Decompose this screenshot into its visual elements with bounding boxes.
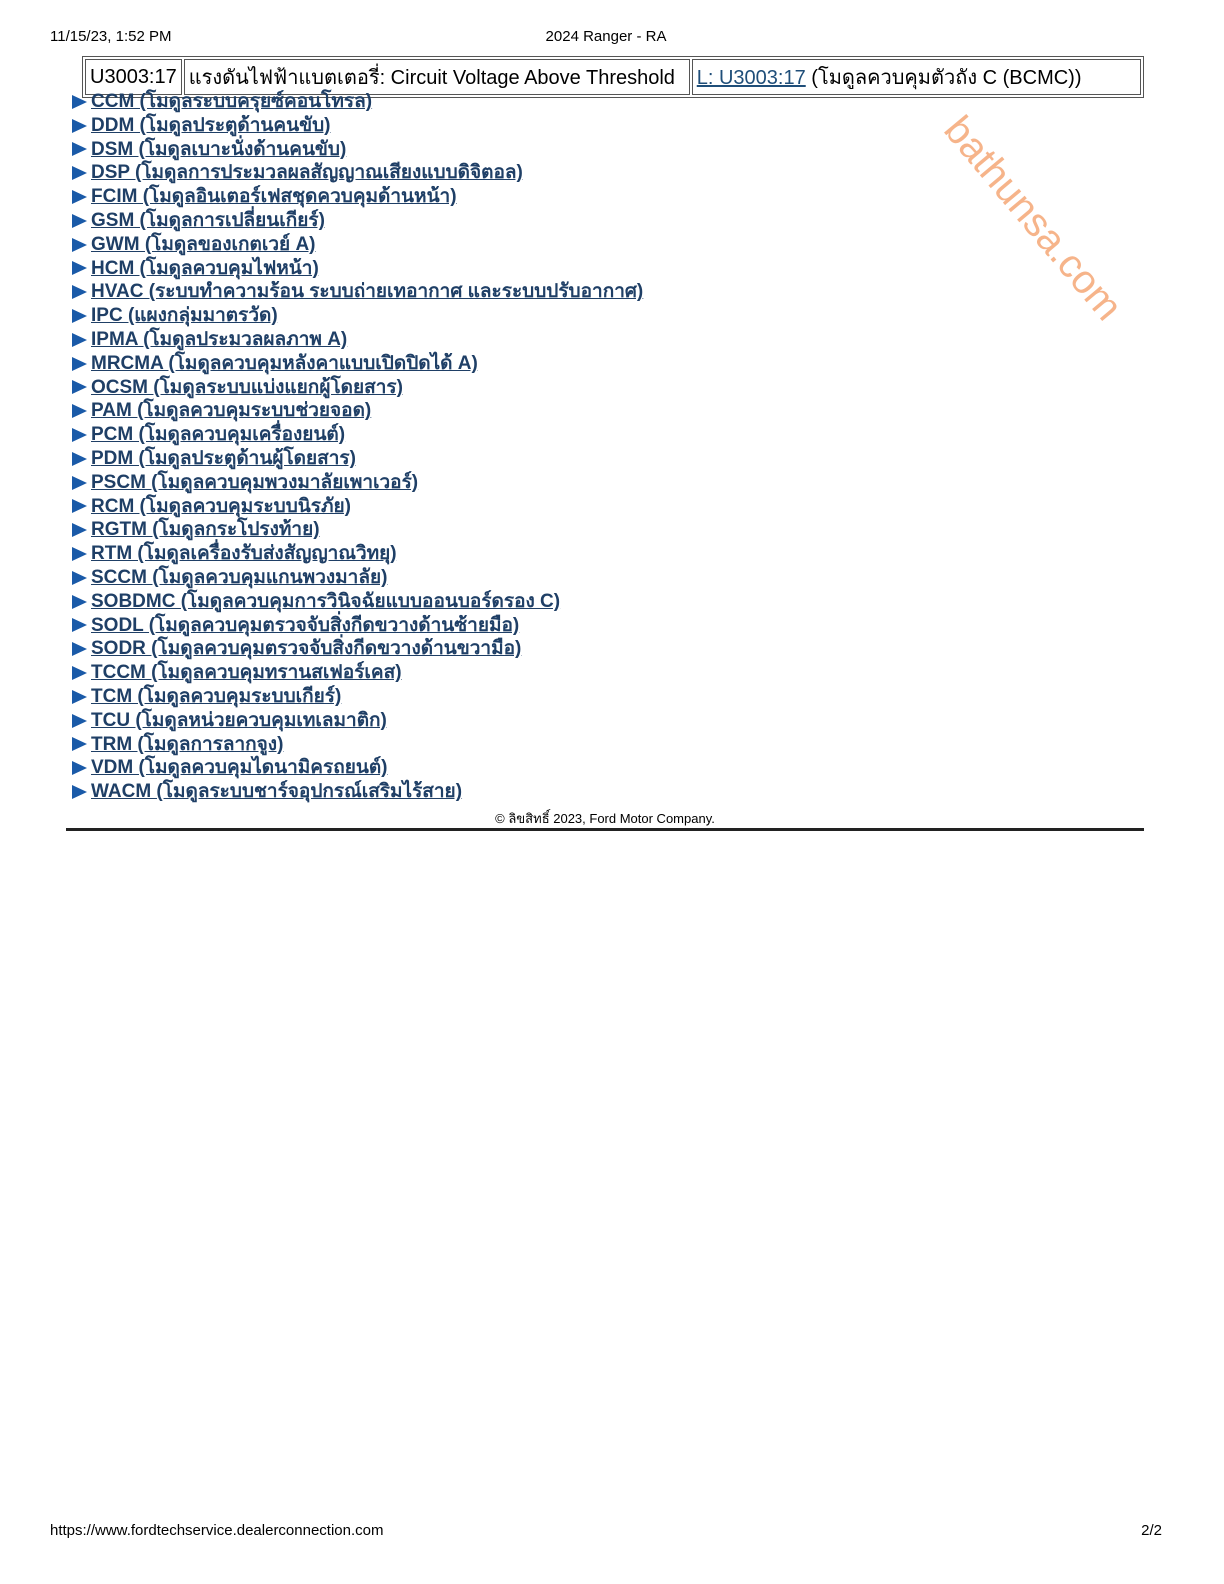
module-link[interactable]: SCCM (โมดูลควบคุมแกนพวงมาลัย)	[91, 566, 388, 588]
print-header	[50, 28, 1162, 50]
module-list-item	[72, 304, 643, 328]
module-link[interactable]: SODL (โมดูลควบคุมตรวจจับสิ่งกีดขวางด้านซ้ายมือ)	[91, 614, 520, 636]
module-list-item	[72, 495, 643, 519]
module-link[interactable]: GWM (โมดูลของเกตเวย์ A)	[91, 233, 316, 255]
module-list-item	[72, 328, 643, 352]
module-list-item	[72, 352, 643, 376]
dtc-description: แรงดันไฟฟ้าแบตเตอรี่: Circuit Voltage Above Threshold	[184, 59, 690, 95]
expand-arrow-icon[interactable]	[72, 404, 87, 418]
module-link[interactable]: RGTM (โมดูลกระโปรงท้าย)	[91, 519, 320, 541]
expand-arrow-icon[interactable]	[72, 666, 87, 680]
module-list-item	[72, 399, 643, 423]
module-list-item	[72, 518, 643, 542]
print-date: 11/15/23, 1:52 PM	[50, 28, 172, 45]
module-link[interactable]: MRCMA (โมดูลควบคุมหลังคาแบบเปิดปิดได้ A)	[91, 352, 478, 374]
print-footer	[50, 1522, 1162, 1542]
module-link[interactable]: PCM (โมดูลควบคุมเครื่องยนต์)	[91, 424, 346, 446]
module-list-item	[72, 233, 643, 257]
module-link[interactable]: TCU (โมดูลหน่วยควบคุมเทเลมาติก)	[91, 709, 387, 731]
module-link[interactable]: TCM (โมดูลควบคุมระบบเกียร์)	[91, 685, 342, 707]
module-link[interactable]: DSM (โมดูลเบาะนั่งด้านคนขับ)	[91, 138, 347, 160]
expand-arrow-icon[interactable]	[72, 595, 87, 609]
module-link[interactable]: FCIM (โมดูลอินเตอร์เฟสชุดควบคุมด้านหน้า)	[91, 186, 457, 208]
module-list-item	[72, 114, 643, 138]
module-link[interactable]: SODR (โมดูลควบคุมตรวจจับสิ่งกีดขวางด้านขวามือ)	[91, 638, 522, 660]
expand-arrow-icon[interactable]	[72, 618, 87, 632]
module-list	[72, 90, 643, 804]
module-list-item	[72, 280, 643, 304]
document-title: 2024 Ranger - RA	[545, 28, 667, 45]
module-list-item	[72, 637, 643, 661]
module-list-item	[72, 447, 643, 471]
expand-arrow-icon[interactable]	[72, 737, 87, 751]
module-list-item	[72, 566, 643, 590]
module-list-item	[72, 590, 643, 614]
page-url: https://www.fordtechservice.dealerconnection.com	[50, 1522, 384, 1539]
expand-arrow-icon[interactable]	[72, 285, 87, 299]
watermark: bathunsa.com	[935, 108, 1131, 329]
module-link[interactable]: DDM (โมดูลประตูด้านคนขับ)	[91, 114, 331, 136]
module-link[interactable]: HVAC (ระบบทำความร้อน ระบบถ่ายเทอากาศ และระบบปรับอากาศ)	[91, 281, 644, 303]
module-list-item	[72, 780, 643, 804]
module-list-item	[72, 423, 643, 447]
module-link[interactable]: HCM (โมดูลควบคุมไฟหน้า)	[91, 257, 319, 279]
module-list-item	[72, 376, 643, 400]
module-list-item	[72, 471, 643, 495]
module-link[interactable]: VDM (โมดูลควบคุมไดนามิครถยนต์)	[91, 757, 388, 779]
module-link[interactable]: GSM (โมดูลการเปลี่ยนเกียร์)	[91, 209, 325, 231]
expand-arrow-icon[interactable]	[72, 214, 87, 228]
module-link[interactable]: WACM (โมดูลระบบชาร์จอุปกรณ์เสริมไร้สาย)	[91, 781, 463, 803]
module-list-item	[72, 257, 643, 281]
module-list-item	[72, 185, 643, 209]
expand-arrow-icon[interactable]	[72, 547, 87, 561]
expand-arrow-icon[interactable]	[72, 238, 87, 252]
expand-arrow-icon[interactable]	[72, 333, 87, 347]
module-link[interactable]: CCM (โมดูลระบบครุยซ์คอนโทรล)	[91, 91, 373, 112]
expand-arrow-icon[interactable]	[72, 523, 87, 537]
expand-arrow-icon[interactable]	[72, 95, 87, 109]
expand-arrow-icon[interactable]	[72, 476, 87, 490]
footer-divider	[66, 828, 1144, 831]
module-link[interactable]: PDM (โมดูลประตูด้านผู้โดยสาร)	[91, 447, 356, 469]
expand-arrow-icon[interactable]	[72, 761, 87, 775]
module-link[interactable]: RTM (โมดูลเครื่องรับส่งสัญญาณวิทยุ)	[91, 543, 397, 565]
expand-arrow-icon[interactable]	[72, 166, 87, 180]
expand-arrow-icon[interactable]	[72, 428, 87, 442]
module-link[interactable]: DSP (โมดูลการประมวลผลสัญญาณเสียงแบบดิจิตอล)	[91, 162, 523, 184]
module-link[interactable]: TCCM (โมดูลควบคุมทรานสเฟอร์เคส)	[91, 662, 402, 684]
module-link[interactable]: PAM (โมดูลควบคุมระบบช่วยจอด)	[91, 400, 372, 422]
module-list-item	[72, 138, 643, 162]
module-list-item	[72, 90, 643, 114]
dtc-link[interactable]: L: U3003:17	[696, 67, 806, 89]
module-link[interactable]: SOBDMC (โมดูลควบคุมการวินิจฉัยแบบออนบอร์ดรอง C)	[91, 590, 561, 612]
module-list-item	[72, 209, 643, 233]
module-link[interactable]: RCM (โมดูลควบคุมระบบนิรภัย)	[91, 495, 351, 517]
module-list-item	[72, 661, 643, 685]
expand-arrow-icon[interactable]	[72, 380, 87, 394]
expand-arrow-icon[interactable]	[72, 571, 87, 585]
expand-arrow-icon[interactable]	[72, 690, 87, 704]
module-link[interactable]: TRM (โมดูลการลากจูง)	[91, 733, 284, 755]
expand-arrow-icon[interactable]	[72, 452, 87, 466]
expand-arrow-icon[interactable]	[72, 119, 87, 133]
expand-arrow-icon[interactable]	[72, 499, 87, 513]
page-number: 2/2	[1141, 1522, 1162, 1539]
module-list-item	[72, 161, 643, 185]
module-link[interactable]: IPC (แผงกลุ่มมาตรวัด)	[91, 305, 278, 327]
expand-arrow-icon[interactable]	[72, 357, 87, 371]
expand-arrow-icon[interactable]	[72, 261, 87, 275]
module-list-item	[72, 542, 643, 566]
expand-arrow-icon[interactable]	[72, 190, 87, 204]
module-link[interactable]: IPMA (โมดูลประมวลผลภาพ A)	[91, 328, 348, 350]
expand-arrow-icon[interactable]	[72, 309, 87, 323]
module-list-item	[72, 614, 643, 638]
module-list-item	[72, 685, 643, 709]
copyright-notice: © ลิขสิทธิ์ 2023, Ford Motor Company.	[495, 811, 715, 826]
module-list-item	[72, 756, 643, 780]
dtc-code: U3003:17	[85, 59, 182, 95]
expand-arrow-icon[interactable]	[72, 714, 87, 728]
dtc-module-cell	[692, 59, 1141, 95]
dtc-module-name: (โมดูลควบคุมตัวถัง C (BCMC))	[805, 67, 1082, 89]
module-link[interactable]: PSCM (โมดูลควบคุมพวงมาลัยเพาเวอร์)	[91, 471, 419, 493]
module-list-item	[72, 733, 643, 757]
expand-arrow-icon[interactable]	[72, 642, 87, 656]
expand-arrow-icon[interactable]	[72, 142, 87, 156]
module-link[interactable]: OCSM (โมดูลระบบแบ่งแยกผู้โดยสาร)	[91, 376, 403, 398]
module-list-item	[72, 709, 643, 733]
expand-arrow-icon[interactable]	[72, 785, 87, 799]
